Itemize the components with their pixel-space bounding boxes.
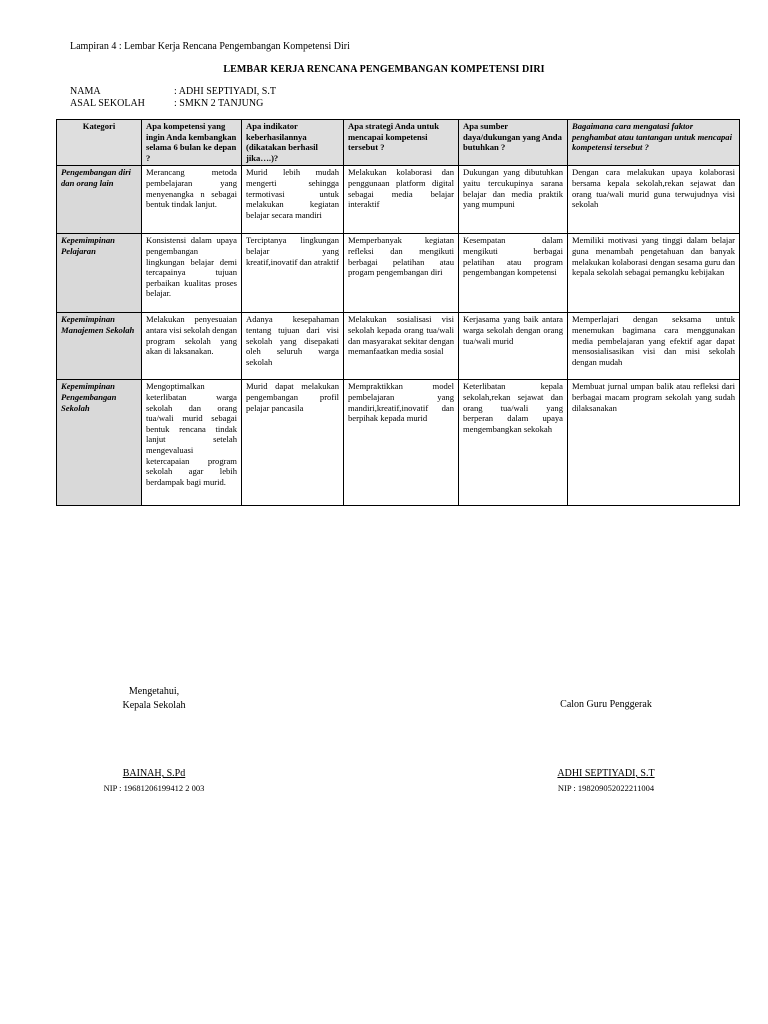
acknowledge-text: Mengetahui, (128, 686, 180, 697)
row-resources: Dukungan yang dibutuhkan yaitu tercukupinya sarana belajar dan media praktik yang mumpuni (459, 166, 568, 234)
row-solution: Membuat jurnal umpan balik atau refleksi dari berbagai macam program sekolah yang sudah dilaksanakan (568, 380, 740, 506)
header-resources: Apa sumber daya/dukungan yang Anda butuhkan ? (459, 120, 568, 166)
header-solution: Bagaimana cara mengatasi faktor penghambat atau tantangan untuk mencapai kompetensi tersebut ? (568, 120, 740, 166)
document-title: LEMBAR KERJA RENCANA PENGEMBANGAN KOMPETENSI DIRI (223, 64, 545, 75)
principal-signature-block (90, 685, 218, 713)
row-resources: Kerjasama yang baik antara warga sekolah dengan orang tua/wali murid (459, 313, 568, 380)
row-category: Kepemimpinan Pelajaran (57, 234, 142, 313)
header-competency: Apa kompetensi yang ingin Anda kembangkan selama 6 bulan ke depan ? (142, 120, 242, 166)
row-resources: Keterlibatan kepala sekolah,rekan sejawat dan orang tua/wali yang berperan dalam upaya mengembangkan sekokah (459, 380, 568, 506)
row-competency: Melakukan penyesuaian antara visi sekolah dengan program sekolah yang akan di laksanakan. (142, 313, 242, 380)
appendix-line: Lampiran 4 : Lembar Kerja Rencana Pengembangan Kompetensi Diri (70, 41, 350, 52)
row-category: Kepemimpinan Manajemen Sekolah (57, 313, 142, 380)
row-strategy: Mempraktikkan model pembelajaran yang mandiri,kreatif,inovatif dan berpihak kepada murid (344, 380, 459, 506)
row-strategy: Memperbanyak kegiatan refleksi dan mengikuti berbagai pelatihan atau progam pengembangan diri (344, 234, 459, 313)
row-solution: Memperlajari dengan seksama untuk menemukan bagimana cara menggunakan media pembelajaran yang efektif agar dapat mensosialisasikan visi dan misi sekolah dengan mudah (568, 313, 740, 380)
row-category: Kepemimpinan Pengembangan Sekolah (57, 380, 142, 506)
row-competency: Konsistensi dalam upaya pengembangan lingkungan belajar demi tercapainya tujuan perbaikan kualitas proses belajar. (142, 234, 242, 313)
row-indicator: Murid lebih mudah mengerti sehingga termotivasi untuk melakukan kegiatan belajar secara mandiri (242, 166, 344, 234)
row-strategy: Melakukan kolaborasi dan penggunaan platform digital sebagai media belajar interaktif (344, 166, 459, 234)
principal-role: Kepala Sekolah (122, 700, 186, 711)
name-label: NAMA (70, 86, 101, 97)
candidate-role: Calon Guru Penggerak (560, 699, 652, 710)
principal-nip: NIP : 19681206199412 2 003 (103, 783, 205, 793)
header-strategy: Apa strategi Anda untuk mencapai kompetensi tersebut ? (344, 120, 459, 166)
row-resources: Kesempatan dalam mengikuti berbagai pelatihan atau program pengembangan kompetensi (459, 234, 568, 313)
header-category: Kategori (57, 120, 142, 166)
principal-name: BAINAH, S.Pd (122, 768, 186, 779)
school-value: : SMKN 2 TANJUNG (174, 98, 264, 109)
row-strategy: Melakukan sosialisasi visi sekolah kepada orang tua/wali dan masyarakat sekitar dengan memanfaatkan media sosial (344, 313, 459, 380)
row-solution: Dengan cara melakukan upaya kolaborasi bersama kepala sekolah,rekan sejawat dan orang tua/wali murid guna terwujudnya visi sekolah (568, 166, 740, 234)
row-category: Pengembangan diri dan orang lain (57, 166, 142, 234)
candidate-nip: NIP : 198209052022211004 (557, 783, 655, 793)
row-competency: Mengoptimalkan keterlibatan warga sekolah dan orang tua/wali murid sebagai bentuk rencana tindak lanjut setelah mengevaluasi ketercapaian program sekolah agar lebih berdampak bagi murid. (142, 380, 242, 506)
row-solution: Memiliki motivasi yang tinggi dalam belajar guna menambah pengetahuan dan banyak melakukan kolaborasi dengan sesama guru dan kepala sekolah sebagai pemangku kebijakan (568, 234, 740, 313)
row-indicator: Terciptanya lingkungan belajar yang kreatif,inovatif dan atraktif (242, 234, 344, 313)
header-indicator: Apa indikator keberhasilannya (dikatakan berhasil jika….)? (242, 120, 344, 166)
row-indicator: Adanya kesepahaman tentang tujuan dari visi sekolah yang disepakati oleh seluruh warga sekolah (242, 313, 344, 380)
name-value: : ADHI SEPTIYADI, S.T (174, 86, 276, 97)
school-label: ASAL SEKOLAH (70, 98, 145, 109)
row-indicator: Murid dapat melakukan pengembangan profil pelajar pancasila (242, 380, 344, 506)
candidate-name: ADHI SEPTIYADI, S.T (557, 768, 655, 779)
row-competency: Merancang metoda pembelajaran yang menyenangka n sebagai bentuk tindak lanjut. (142, 166, 242, 234)
